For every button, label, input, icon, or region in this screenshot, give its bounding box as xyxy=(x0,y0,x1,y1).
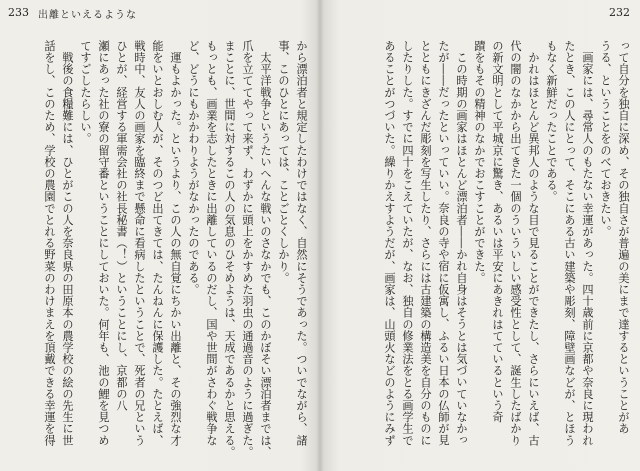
right-body-text xyxy=(380,40,632,456)
text-line: 話をし、このため、学校の農園でとれる野菜のわけまえを頂戴できる幸運を得 xyxy=(43,40,56,446)
text-line: この時期の画家はほとんど漂泊者――かれ自身はそうとは気づいていなかっ xyxy=(455,40,468,446)
text-line: かれはほとんど異邦人のような目で見ることができたし、さらにいえば、古 xyxy=(527,40,540,446)
text-line: 蹟をもその精神のなかでおこすことができた。 xyxy=(473,40,486,284)
text-line: したりした。すでに四十をこえていたが、なお、独自の修業法をとる画学生で xyxy=(401,40,414,446)
text-line: 瀬にあった社の寮の留守番ということにしておいた。何年も、池の鯉を見つめ xyxy=(97,40,110,446)
text-line: から漂泊者と規定したわけではなく、自然にそうであった。ついでながら、諸 xyxy=(295,40,308,446)
text-line: 能をいとおしむ人が、そのつど出てきては、たんねんに保護した。たとえば、 xyxy=(151,40,164,446)
text-line: 代の闇のなかから出てきた一個のういういしい感受性として、誕生したばかり xyxy=(509,40,522,446)
text-line: 爪を立ててやって来ず、わずかに頭上をかすめた羽虫の通過音のように過ぎた。 xyxy=(241,40,254,458)
left-body-text xyxy=(40,40,310,456)
page-number-left: 233 xyxy=(8,6,29,19)
left-page xyxy=(0,0,318,471)
text-line: 運もよかった。というより、この人の無自覚にちかい出離と、その強烈な才 xyxy=(169,40,182,446)
text-line: たとき、この人にとって、そこにある古い建築や彫刻、障壁画などが、とほう xyxy=(563,40,576,446)
text-line: 戦時中、友人の画家を臨終まで懸命に看病したということで、死者の兄という xyxy=(133,40,146,446)
running-head: 出離といえるような xyxy=(38,10,137,21)
text-line: てすごしたらしい。 xyxy=(79,40,92,145)
text-line: あることがつづいた。繰りかえすようだが、画家は、山頭火などのようにみず xyxy=(383,40,396,446)
text-line: うる、ということをのべておきたい。 xyxy=(599,40,612,238)
text-line: って自分を独自に深め、その独自さが普遍の美にまで達するということがあ xyxy=(617,40,630,435)
text-line: 戦後の食糧難には、ひとがこの人を奈良県の田原本の農学校の絵の先生に世 xyxy=(61,40,74,446)
text-line: の新文明として平城京に驚き、あるいは平安にあきれはてているという奇 xyxy=(491,40,504,423)
text-line: 画家には、尋常人のもたない幸運があった。四十歳前に京都や奈良に現われ xyxy=(581,40,594,446)
text-line: 太平洋戦争というたいへんな戦いのさなかでも、このかぼそい漂泊者までは、 xyxy=(259,40,272,458)
text-line: ひとが、経営する軍需会社の社長秘書（！）ということにし、京都の八 xyxy=(115,40,128,412)
page-number-right: 232 xyxy=(609,6,630,19)
text-line: まことに、世間に対するこの人の気息のひそめようは、天成であるかと思える。 xyxy=(223,40,236,458)
text-line: 事、このひとにあっては、ことごとくしかり。 xyxy=(277,40,290,284)
text-line: とともにきざんだ彫刻を写生したり、さらには古建築の構造美を自分のものに xyxy=(419,40,432,446)
text-line: ど、どうにもかかわりようがなかったのである。 xyxy=(187,40,200,296)
right-page xyxy=(322,0,640,471)
text-line: もなく新鮮だったことである。 xyxy=(545,40,558,203)
text-line: たが――だったといっていい。奈良の寺や宿に仮寓し、ふるい日本の仏師が見 xyxy=(437,40,450,446)
text-line: もっとも、画業を志したときに出離しているのだし、国や世間がさわぐ戦争な xyxy=(205,40,218,446)
